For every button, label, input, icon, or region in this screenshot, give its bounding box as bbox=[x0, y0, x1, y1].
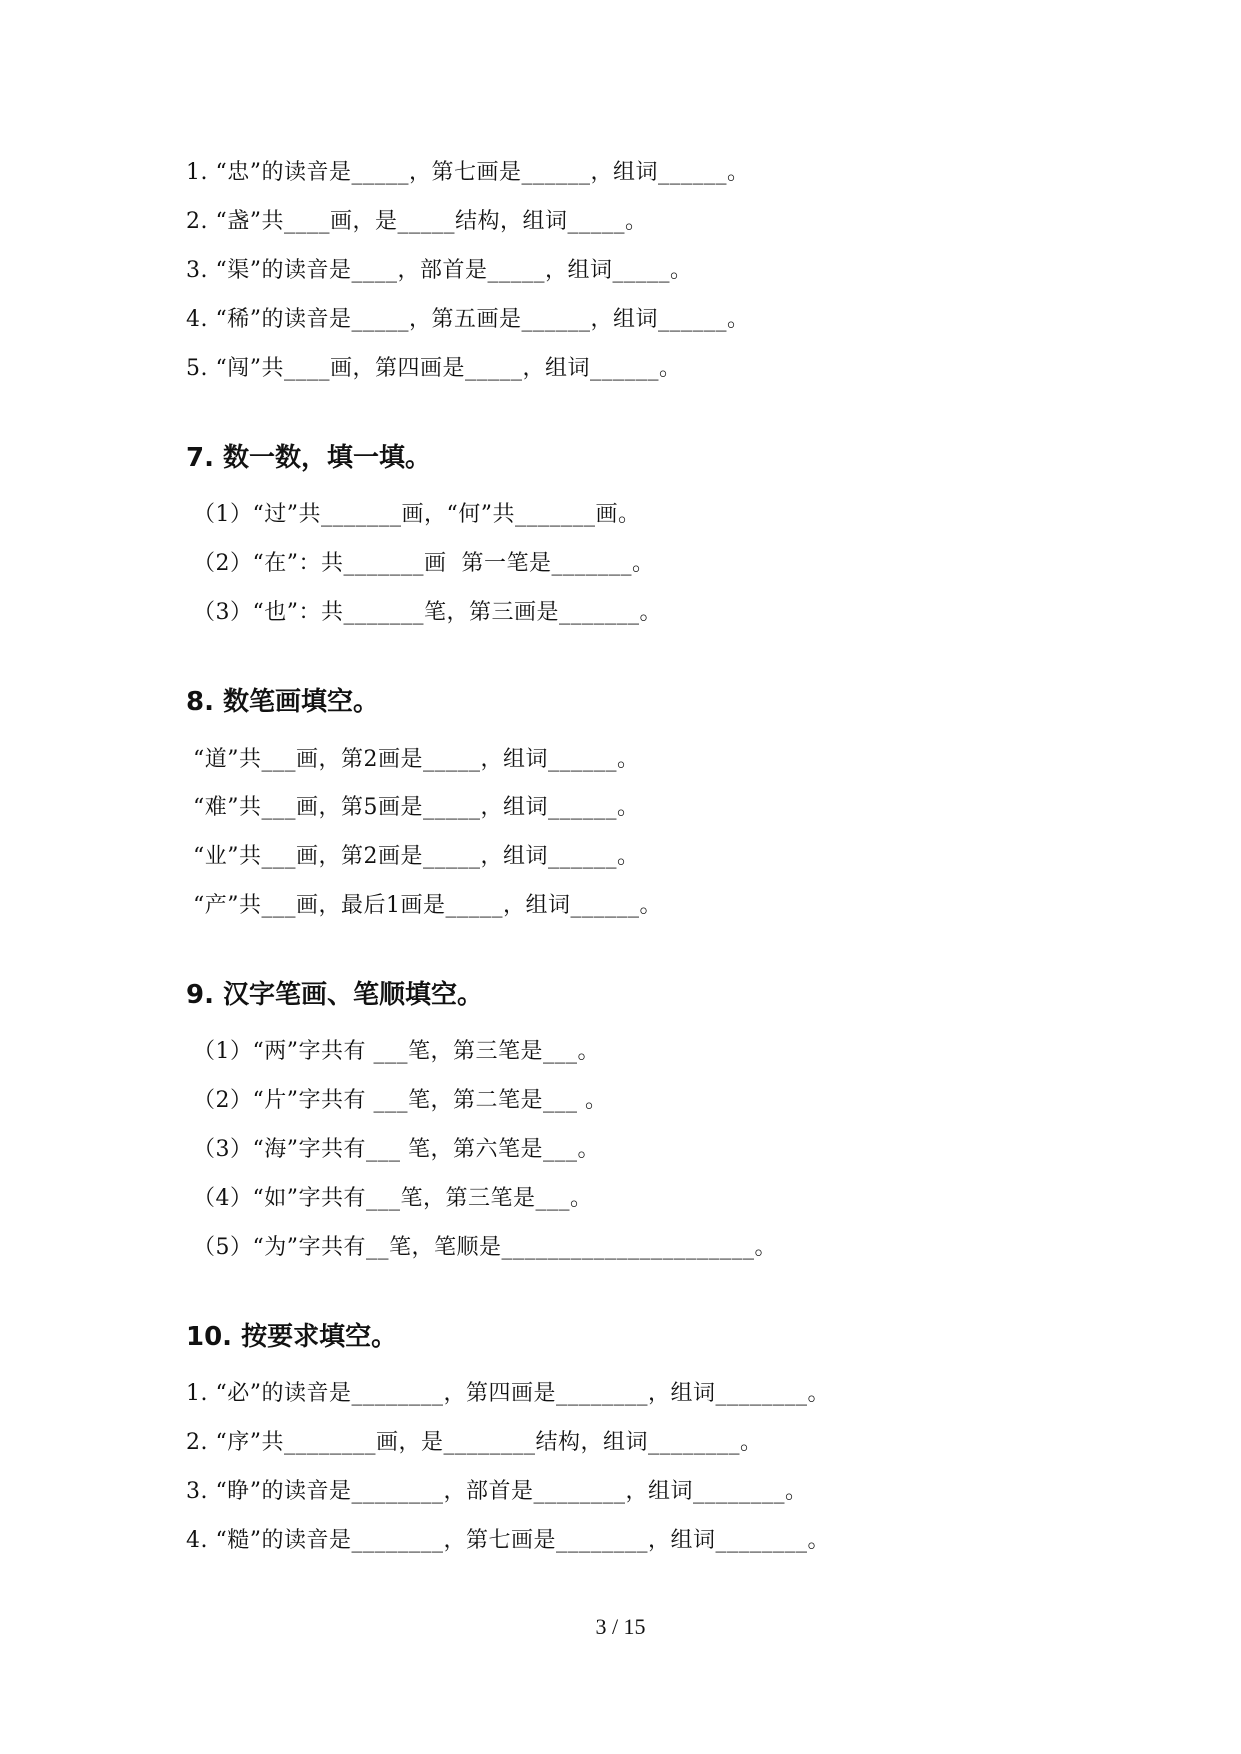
question-line: （2）“在”：共_______画 第一笔是_______。 bbox=[193, 551, 655, 576]
question-line: （1）“过”共_______画，“何”共_______画。 bbox=[193, 502, 641, 527]
page-number: 3 / 15 bbox=[595, 1614, 646, 1639]
question-line: （2）“片”字共有 ___笔，第二笔是___ 。 bbox=[193, 1088, 608, 1113]
question-line: “业”共___画，第2画是_____，组词______。 bbox=[193, 844, 640, 869]
question-line: 2. “盏”共____画，是_____结构，组词_____。 bbox=[186, 209, 648, 234]
section-heading: 7. 数一数，填一填。 bbox=[186, 443, 432, 473]
section-heading: 10. 按要求填空。 bbox=[186, 1322, 398, 1352]
question-line: “难”共___画，第5画是_____，组词______。 bbox=[193, 795, 640, 820]
question-line: 5. “闯”共____画，第四画是_____，组词______。 bbox=[186, 356, 682, 381]
question-line: 2. “序”共________画，是________结构，组词________。 bbox=[186, 1430, 763, 1455]
question-line: （5）“为”字共有__笔，笔顺是______________________。 bbox=[193, 1235, 777, 1260]
question-line: 1. “忠”的读音是_____，第七画是______，组词______。 bbox=[186, 160, 750, 185]
question-line: 1. “必”的读音是________，第四画是________，组词________。 bbox=[186, 1381, 830, 1406]
question-line: （3）“海”字共有___ 笔，第六笔是___。 bbox=[193, 1137, 600, 1162]
question-line: “产”共___画，最后1画是_____，组词______。 bbox=[193, 893, 662, 918]
question-line: （1）“两”字共有 ___笔，第三笔是___。 bbox=[193, 1039, 600, 1064]
question-line: 3. “渠”的读音是____，部首是_____，组词_____。 bbox=[186, 258, 693, 283]
question-line: 4. “稀”的读音是_____，第五画是______，组词______。 bbox=[186, 307, 750, 332]
question-line: （3）“也”：共_______笔，第三画是_______。 bbox=[193, 600, 662, 625]
section-heading: 8. 数笔画填空。 bbox=[186, 687, 380, 717]
section-heading: 9. 汉字笔画、笔顺填空。 bbox=[186, 980, 484, 1010]
question-line: （4）“如”字共有___笔，第三笔是___。 bbox=[193, 1186, 593, 1211]
question-line: 4. “糙”的读音是________，第七画是________，组词________。 bbox=[186, 1528, 830, 1553]
question-line: “道”共___画，第2画是_____，组词______。 bbox=[193, 747, 640, 772]
question-line: 3. “睁”的读音是________，部首是________，组词________。 bbox=[186, 1479, 808, 1504]
